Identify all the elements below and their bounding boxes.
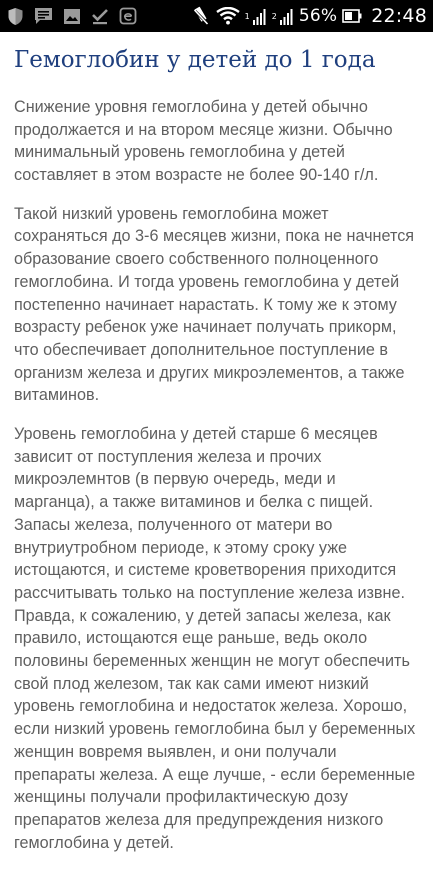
- battery-percent: 56%: [298, 6, 338, 26]
- clock: 22:48: [371, 5, 427, 27]
- article-paragraph: Уровень гемоглобина у детей старше 6 месяцев зависит от поступления железа и прочих микроэлемнтов (в первую очередь, меди и марганца), а также витаминов и белка с пищей. Запасы железа, полученного от матери во внутриутробном периоде, к этому сроку уже истощаются, и системе кроветворения приходится рассчитывать только на поступление железа извне. Правда, к сожалению, у детей запасы железа, как правило, истощаются еще раньше, ведь около половины беременных женщин не могут обеспечить свой плод железом, так как сами имеют низкий уровень гемоглобина и недостаток железа. Хорошо, если низкий уровень гемоглобина был у беременных женщин вовремя выявлен, и они получали препараты железа. А еще лучше, - если беременные женщины получали профилактическую дозу препаратов железа для предупреждения низкого гемоглобина у детей.: [14, 425, 416, 852]
- e-icon: [118, 7, 137, 26]
- system-icons: [192, 5, 427, 27]
- page-title: Гемоглобин у детей до 1 года: [14, 47, 376, 73]
- signal-icon: [253, 7, 267, 26]
- signal-icon: [280, 7, 294, 26]
- download-done-icon: [90, 7, 109, 26]
- sim1-label: 1: [244, 12, 250, 21]
- battery-icon: [342, 7, 362, 26]
- mute-icon: [192, 7, 211, 26]
- article-paragraph: Снижение уровня гемоглобина у детей обычно продолжается и на втором месяце жизни. Обычно минимальный уровень гемоглобина у детей составляет в этом возрасте не более 90-140 г/л.: [14, 97, 393, 184]
- status-bar: [0, 0, 433, 32]
- image-icon: [62, 7, 81, 26]
- message-icon: [34, 7, 53, 26]
- notification-icons: [6, 7, 137, 26]
- article-paragraph: Такой низкий уровень гемоглобина может сохраняться до 3-6 месяцев жизни, пока не начнется образование своего собственного полноценного гемоглобина. И тогда уровень гемоглобина у детей постепенно начинает нарастать. К тому же к этому возрасту ребенок уже начинает получать прикорм, что обеспечивает дополнительное поступление в организм железа и других микроэлементов, а также витаминов.: [14, 204, 415, 405]
- wifi-icon: [216, 7, 240, 26]
- article: [0, 32, 433, 870]
- sim2-label: 2: [271, 12, 277, 21]
- shield-icon: [6, 7, 25, 26]
